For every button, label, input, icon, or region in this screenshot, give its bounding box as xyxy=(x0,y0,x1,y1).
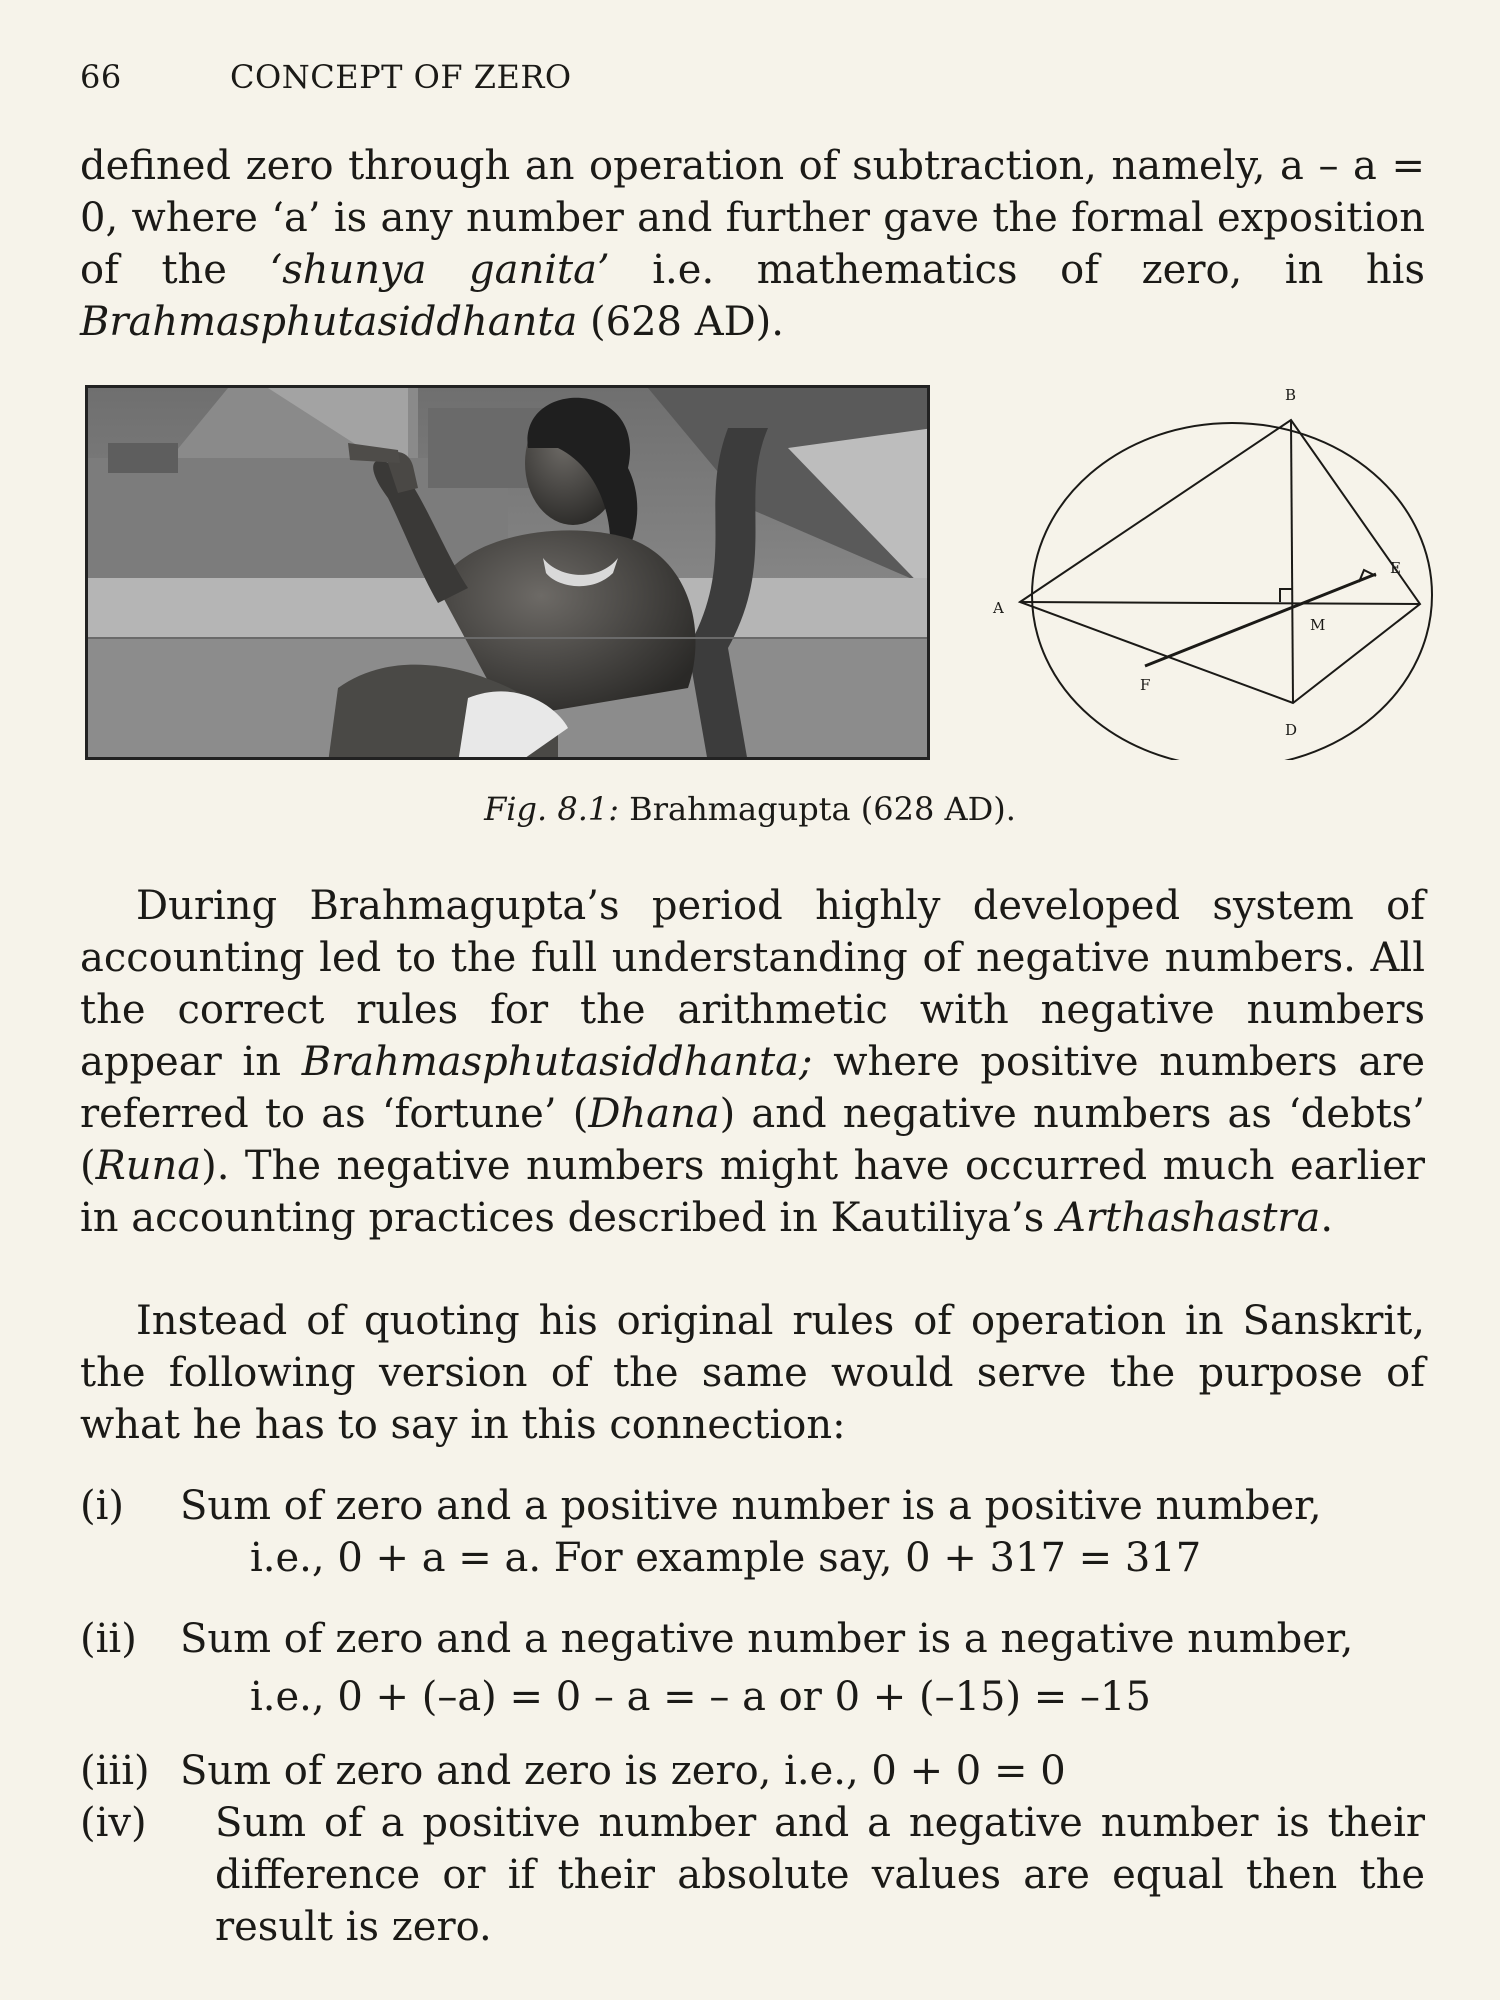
rule-text: Sum of zero and a negative number is a negative number, xyxy=(180,1616,1354,1662)
paragraph-1 xyxy=(80,140,1425,348)
italic-run: Dhana xyxy=(588,1091,720,1137)
paragraph-3: Instead of quoting his original rules of operation in Sanskrit, the following version of the same would serve the purpose of what he has to say in this connection: xyxy=(80,1298,1425,1448)
text-run: defined zero through an operation of subtraction, namely, a – a = 0, where ‘a’ is any number and further gave the formal exposition of the xyxy=(80,143,1425,293)
figure-label: Fig. 8.1: xyxy=(484,790,619,828)
rule-example: i.e., 0 + (–a) = 0 – a = – a or 0 + (–15) = –15 xyxy=(250,1674,1151,1720)
rule-number: (iii) xyxy=(80,1748,150,1794)
circumscribed-ellipse xyxy=(1032,423,1432,760)
paragraph-2 xyxy=(80,880,1425,1244)
label-M: M xyxy=(1310,616,1326,634)
text-run: During Brahmagupta’s period highly developed system of accounting led to the full understanding of negative numbers. All the correct rules for the arithmetic with negative numbers appear in xyxy=(80,883,1425,1085)
italic-run: Brahmasphutasiddhanta xyxy=(80,299,578,345)
segment-FE xyxy=(1145,574,1376,666)
rule-text: Sum of zero and zero is zero, i.e., 0 + 0 = 0 xyxy=(180,1748,1066,1794)
text-run: i.e. mathematics of zero, in his xyxy=(609,247,1425,293)
label-D: D xyxy=(1285,721,1298,739)
diagram-svg xyxy=(975,370,1445,760)
running-title: CONCEPT OF ZERO xyxy=(230,58,572,96)
italic-run: Arthashastra xyxy=(1056,1195,1321,1241)
text-run: ). The negative numbers might have occurred much earlier in accounting practices described in Kautiliya’s xyxy=(80,1143,1425,1241)
running-header xyxy=(80,58,572,96)
rule-text: Sum of zero and a positive number is a positive number, xyxy=(180,1483,1322,1529)
text-run: (628 AD). xyxy=(577,299,784,345)
text-run: ) and negative numbers as ‘debts’ ( xyxy=(80,1091,1425,1189)
label-B: B xyxy=(1285,386,1297,404)
caption-text: Brahmagupta (628 AD). xyxy=(619,790,1016,828)
rule-number: (ii) xyxy=(80,1616,137,1662)
rule-text: Sum of a positive number and a negative number is their difference or if their absolute values are equal then the result is zero. xyxy=(215,1800,1425,1950)
cyclic-quadrilateral-diagram xyxy=(975,370,1445,760)
italic-run: Brahmasphutasiddhanta; xyxy=(301,1039,813,1085)
italic-run: ‘shunya ganita’ xyxy=(269,247,610,293)
diagonal-AC xyxy=(1020,602,1420,604)
right-angle-mark-M xyxy=(1280,589,1292,602)
page-number: 66 xyxy=(80,58,122,96)
brahmagupta-illustration xyxy=(85,385,930,760)
rule-number: (iv) xyxy=(80,1800,147,1846)
diagonal-BD xyxy=(1291,420,1293,703)
rule-number: (i) xyxy=(80,1483,125,1529)
text-run: . xyxy=(1320,1195,1334,1241)
label-A: A xyxy=(993,599,1004,617)
label-F: F xyxy=(1140,676,1151,694)
figure-caption xyxy=(0,790,1500,828)
text-run: where positive numbers are referred to as ‘fortune’ ( xyxy=(80,1039,1425,1137)
rule-example: i.e., 0 + a = a. For example say, 0 + 317 = 317 xyxy=(250,1535,1202,1581)
italic-run: Runa xyxy=(95,1143,202,1189)
illustration-image xyxy=(88,388,930,760)
label-E: E xyxy=(1390,559,1401,577)
